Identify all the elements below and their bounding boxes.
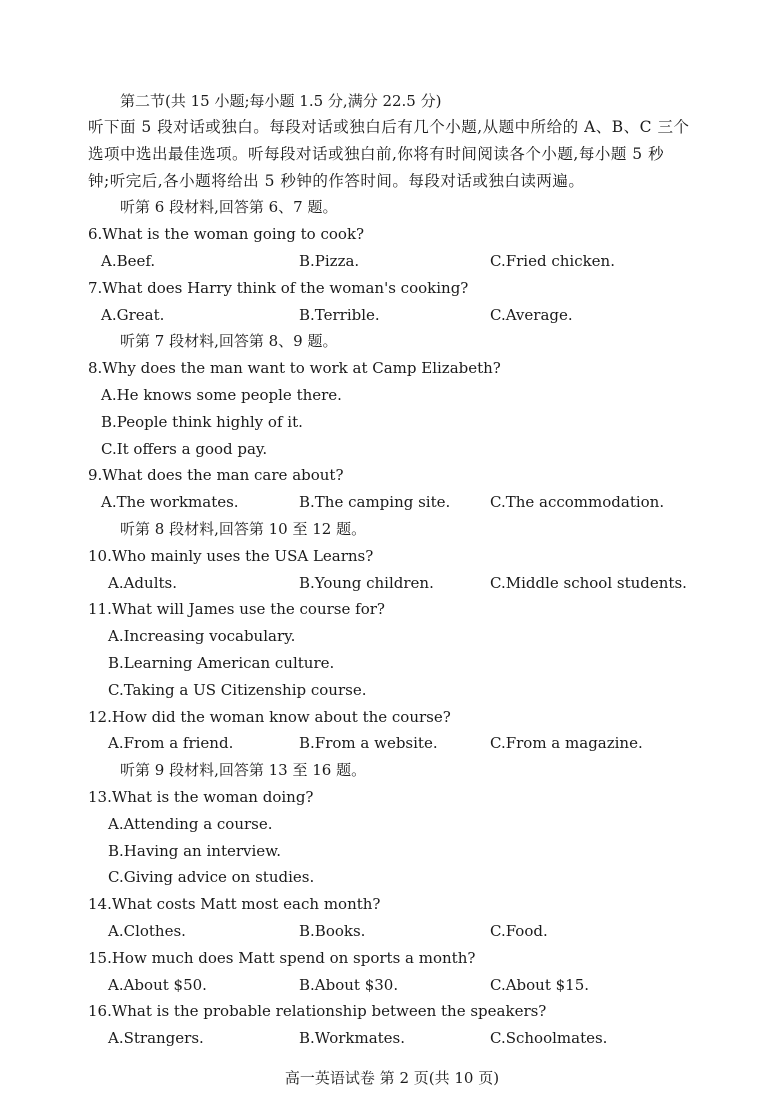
- option-a[interactable]: A.He knows some people there.: [101, 386, 342, 404]
- option-c[interactable]: C.The accommodation.: [490, 493, 665, 512]
- option-c[interactable]: C.Food.: [490, 922, 548, 940]
- option-b[interactable]: B.Terrible.: [299, 305, 380, 324]
- option-b[interactable]: B.Pizza.: [299, 252, 360, 270]
- option-b[interactable]: B.Young children.: [299, 573, 434, 592]
- section-header: 第二节(共 15 小题;每小题 1.5 分,满分 22.5 分): [120, 92, 442, 110]
- option-a[interactable]: A.Attending a course.: [108, 814, 273, 833]
- option-a[interactable]: A.Strangers.: [108, 1029, 204, 1048]
- option-b[interactable]: B.People think highly of it.: [101, 412, 303, 431]
- question-stem: 13.What is the woman doing?: [88, 788, 314, 806]
- question-stem: 8.Why does the man want to work at Camp Elizabeth?: [88, 359, 501, 378]
- instruction-line: 钟;听完后,各小题将给出 5 秒钟的作答时间。每段对话或独白读两遍。: [88, 171, 585, 190]
- question-stem: 10.Who mainly uses the USA Learns?: [88, 546, 374, 565]
- instruction-line: 选项中选出最佳选项。听每段对话或独白前,你将有时间阅读各个小题,每小题 5 秒: [88, 144, 665, 163]
- option-a[interactable]: A.Great.: [101, 305, 165, 324]
- option-a[interactable]: A.Adults.: [108, 573, 177, 592]
- material-intro: 听第 6 段材料,回答第 6、7 题。: [120, 198, 338, 217]
- option-b[interactable]: B.Learning American culture.: [108, 654, 335, 672]
- question-stem: 11.What will James use the course for?: [88, 600, 385, 619]
- option-c[interactable]: C.Schoolmates.: [490, 1029, 608, 1048]
- option-c[interactable]: C.Fried chicken.: [490, 252, 615, 270]
- instruction-line: 听下面 5 段对话或独白。每段对话或独白后有几个小题,从题中所给的 A、B、C 三个: [88, 118, 690, 136]
- question-stem: 12.How did the woman know about the course?: [88, 707, 451, 726]
- option-a[interactable]: A.Beef.: [101, 252, 156, 270]
- option-b[interactable]: B.Having an interview.: [108, 841, 281, 860]
- option-b[interactable]: B.Books.: [299, 922, 366, 940]
- material-intro: 听第 9 段材料,回答第 13 至 16 题。: [120, 761, 367, 780]
- option-a[interactable]: A.Clothes.: [108, 922, 186, 940]
- question-stem: 14.What costs Matt most each month?: [88, 895, 381, 914]
- option-b[interactable]: B.Workmates.: [299, 1029, 406, 1048]
- option-c[interactable]: C.It offers a good pay.: [101, 439, 268, 458]
- question-stem: 15.How much does Matt spend on sports a month?: [88, 948, 476, 967]
- question-stem: 16.What is the probable relationship between the speakers?: [88, 1002, 547, 1021]
- option-a[interactable]: A.Increasing vocabulary.: [108, 627, 296, 646]
- option-a[interactable]: A.About $50.: [108, 975, 207, 994]
- option-c[interactable]: C.Taking a US Citizenship course.: [108, 680, 367, 699]
- option-c[interactable]: C.From a magazine.: [490, 734, 643, 753]
- question-stem: 7.What does Harry think of the woman's cooking?: [88, 278, 469, 297]
- page-footer: 高一英语试卷 第 2 页(共 10 页): [284, 1069, 500, 1087]
- question-stem: 9.What does the man care about?: [88, 466, 344, 485]
- option-c[interactable]: C.About $15.: [490, 975, 590, 994]
- option-b[interactable]: B.The camping site.: [299, 493, 451, 512]
- option-b[interactable]: B.About $30.: [299, 975, 399, 994]
- option-a[interactable]: A.From a friend.: [108, 734, 234, 753]
- option-c[interactable]: C.Average.: [490, 305, 573, 324]
- material-intro: 听第 8 段材料,回答第 10 至 12 题。: [120, 520, 367, 538]
- option-a[interactable]: A.The workmates.: [101, 493, 239, 512]
- option-c[interactable]: C.Giving advice on studies.: [108, 868, 315, 887]
- option-b[interactable]: B.From a website.: [299, 734, 438, 753]
- question-stem: 6.What is the woman going to cook?: [88, 225, 365, 244]
- material-intro: 听第 7 段材料,回答第 8、9 题。: [120, 332, 338, 351]
- option-c[interactable]: C.Middle school students.: [490, 573, 687, 592]
